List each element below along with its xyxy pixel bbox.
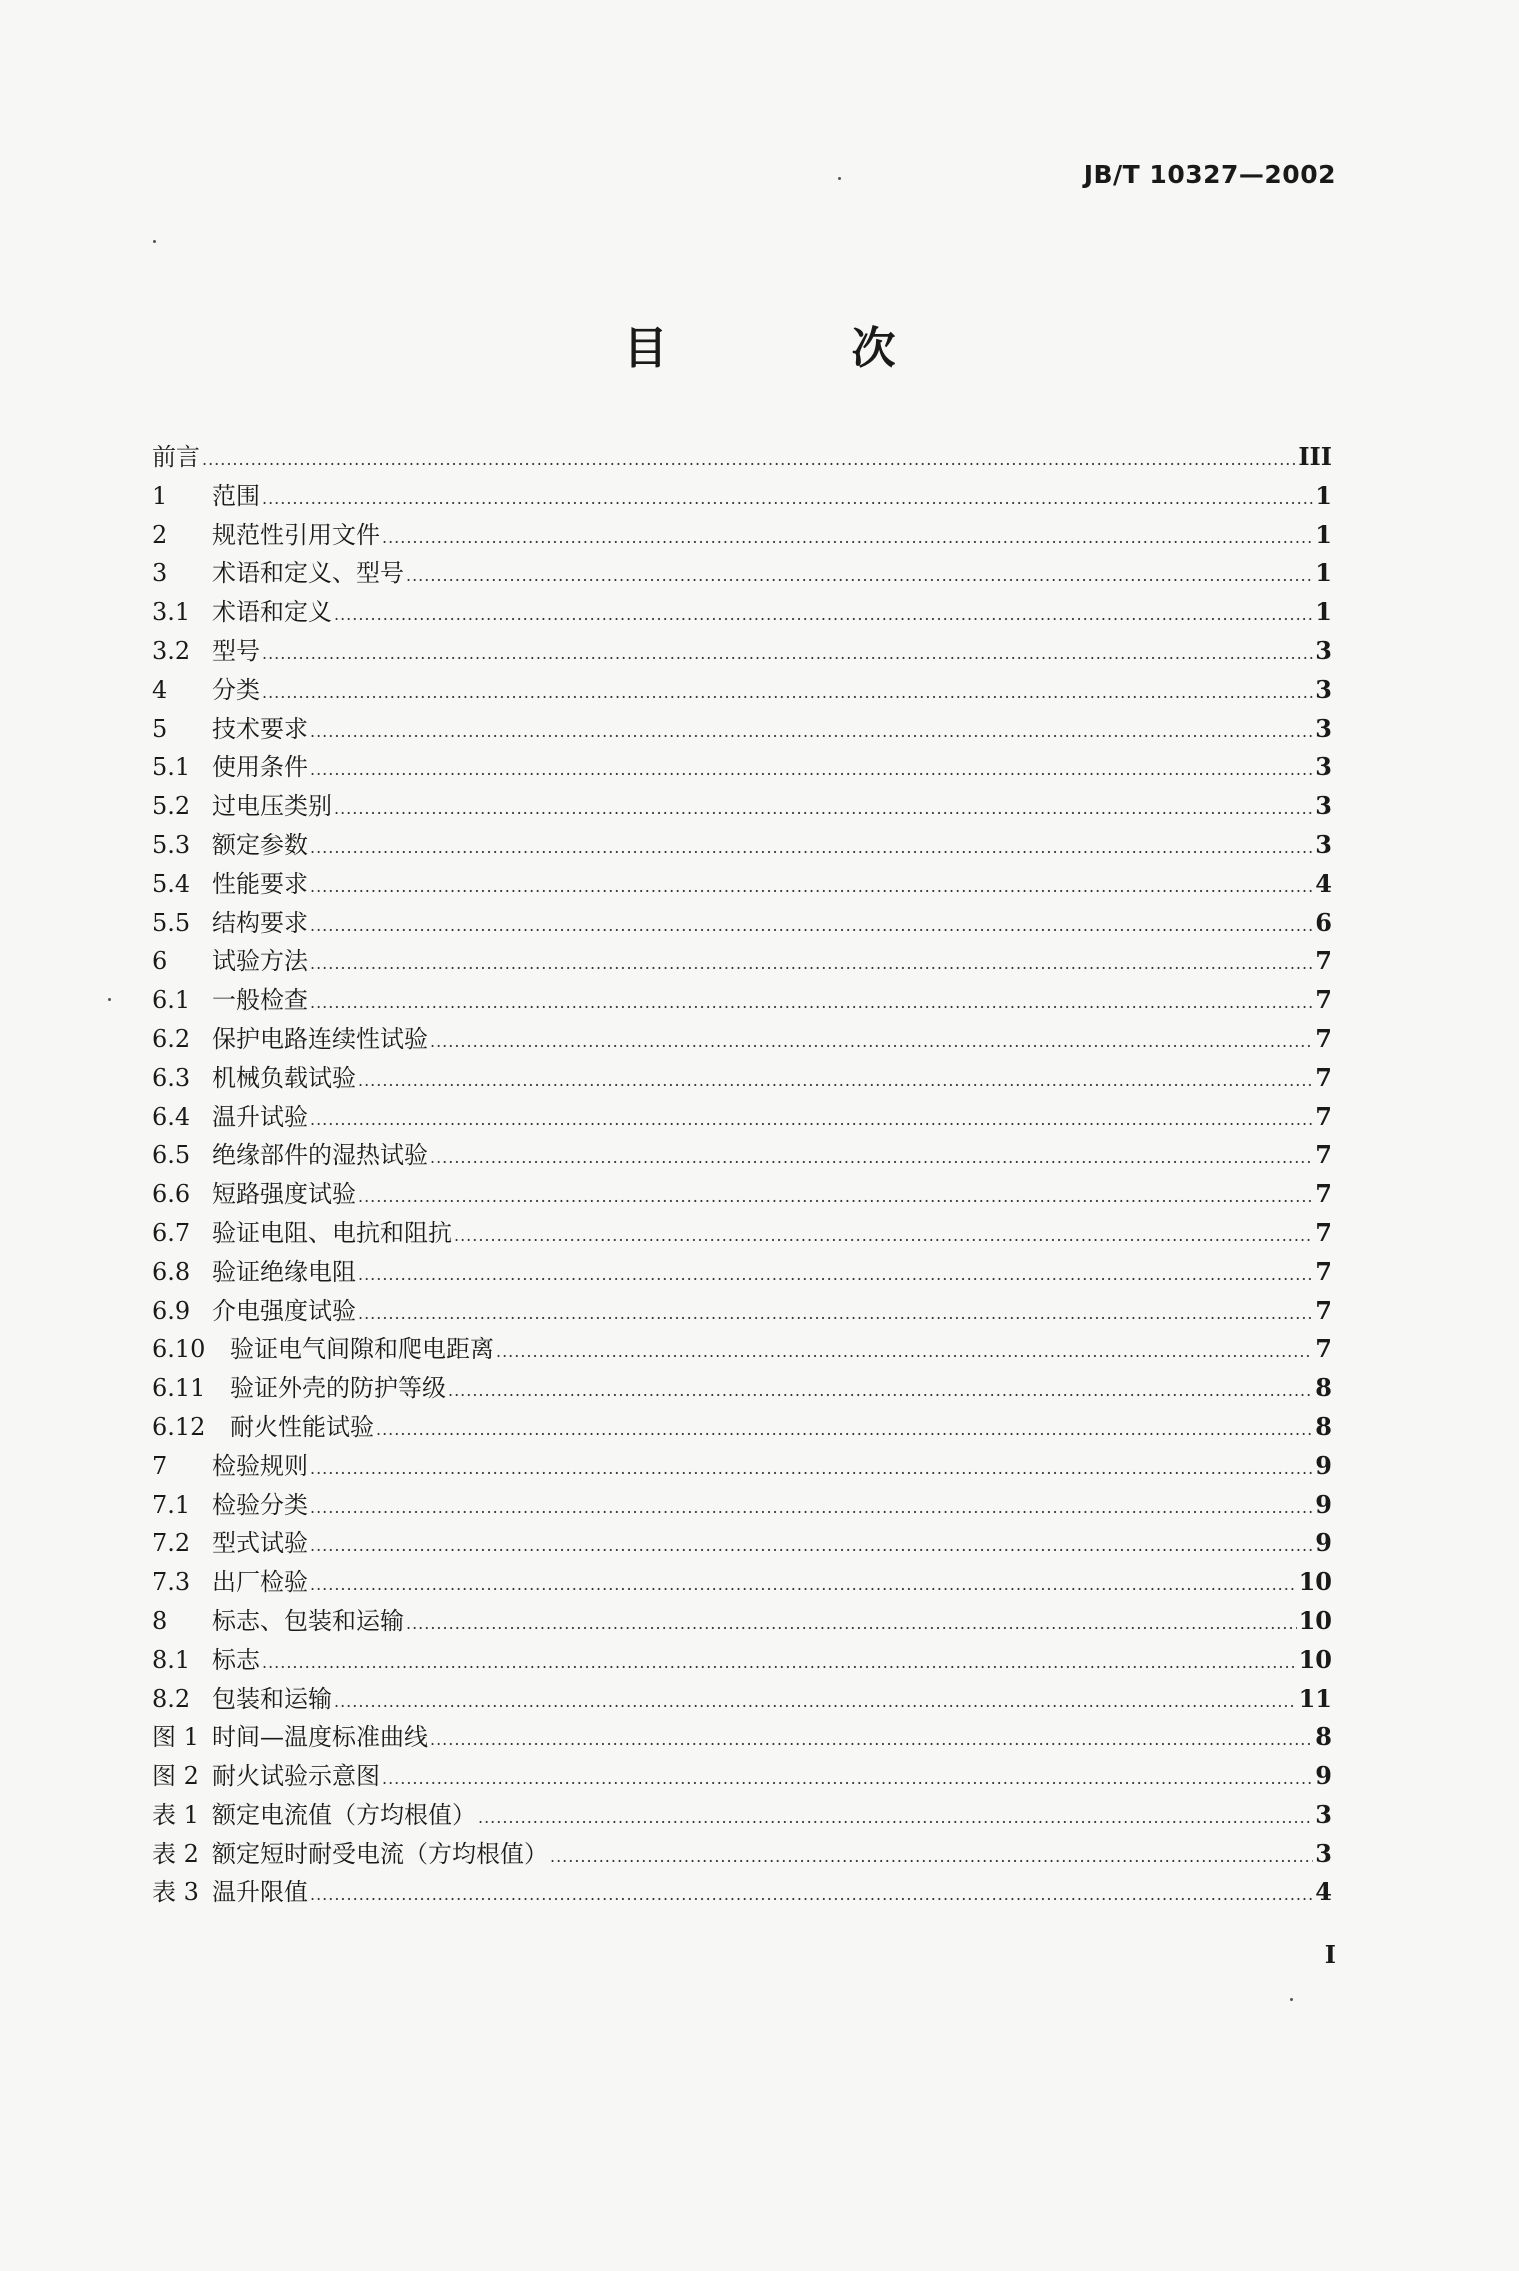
toc-leader-dots bbox=[334, 596, 1313, 635]
toc-entry-page: 7 bbox=[1315, 1101, 1332, 1131]
toc-entry-page: 7 bbox=[1315, 1062, 1332, 1092]
toc-entry-label: 结构要求 bbox=[212, 908, 308, 937]
toc-entry bbox=[152, 1524, 1332, 1563]
toc-entry-label: 检验分类 bbox=[212, 1490, 308, 1519]
toc-entry bbox=[152, 1796, 1332, 1835]
toc-entry-number: 图 1 bbox=[152, 1723, 199, 1752]
toc-entry-page: 7 bbox=[1315, 1179, 1332, 1209]
toc-leader-dots bbox=[358, 1256, 1313, 1295]
toc-entry-page: 8 bbox=[1315, 1373, 1332, 1403]
toc-leader-dots bbox=[202, 441, 1296, 480]
toc-entry-label: 标志 bbox=[212, 1645, 260, 1674]
toc-entry-page: 7 bbox=[1315, 1140, 1332, 1170]
toc-entry-page: 3 bbox=[1315, 674, 1332, 704]
toc-leader-dots bbox=[430, 1139, 1313, 1178]
toc-entry-page: 10 bbox=[1298, 1644, 1332, 1674]
toc-entry-label: 一般检查 bbox=[212, 986, 308, 1015]
toc-leader-dots bbox=[310, 713, 1313, 752]
toc-entry-number: 5.2 bbox=[152, 792, 191, 821]
toc-leader-dots bbox=[310, 1876, 1313, 1915]
toc-entry-page: 1 bbox=[1315, 519, 1332, 549]
toc-entry-page: 3 bbox=[1315, 1838, 1332, 1868]
toc-entry-number: 5.5 bbox=[152, 908, 191, 937]
toc-entry-page: 7 bbox=[1315, 1023, 1332, 1053]
toc-entry-number: 6.1 bbox=[152, 986, 191, 1015]
toc-leader-dots bbox=[430, 1721, 1313, 1760]
toc-entry-number: 表 2 bbox=[152, 1839, 199, 1868]
toc-entry-label: 分类 bbox=[212, 675, 260, 704]
toc-entry-number: 3 bbox=[152, 559, 168, 588]
toc-entry-page: 7 bbox=[1315, 1256, 1332, 1286]
toc-entry-number: 6 bbox=[152, 947, 168, 976]
toc-entry bbox=[152, 865, 1332, 904]
toc-entry bbox=[152, 477, 1332, 516]
toc-entry-label: 技术要求 bbox=[212, 714, 308, 743]
toc-leader-dots bbox=[550, 1838, 1313, 1877]
toc-entry bbox=[152, 516, 1332, 555]
toc-leader-dots bbox=[358, 1062, 1313, 1101]
toc-entry-number: 8.1 bbox=[152, 1645, 191, 1674]
toc-leader-dots bbox=[262, 1644, 1297, 1683]
toc-entry-label: 机械负载试验 bbox=[212, 1063, 356, 1092]
toc-entry-label: 时间—温度标准曲线 bbox=[212, 1723, 428, 1752]
toc-entry-number: 5.3 bbox=[152, 830, 191, 859]
toc-entry bbox=[152, 1059, 1332, 1098]
toc-entry-label: 耐火试验示意图 bbox=[212, 1762, 380, 1791]
toc-leader-dots bbox=[406, 1605, 1297, 1644]
toc-entry-page: 7 bbox=[1315, 946, 1332, 976]
toc-entry-page: 3 bbox=[1315, 752, 1332, 782]
toc-entry-number: 7.3 bbox=[152, 1568, 191, 1597]
toc-entry-label: 前言 bbox=[152, 443, 200, 471]
toc-leader-dots bbox=[310, 945, 1313, 984]
toc-leader-dots bbox=[382, 1760, 1313, 1799]
toc-entry bbox=[152, 438, 1332, 477]
toc-entry-page: 11 bbox=[1298, 1683, 1332, 1713]
toc-entry-number: 6.4 bbox=[152, 1102, 191, 1131]
toc-entry bbox=[152, 1641, 1332, 1680]
toc-entry bbox=[152, 904, 1332, 943]
toc-leader-dots bbox=[310, 1450, 1313, 1489]
toc-entry-page: 7 bbox=[1315, 1295, 1332, 1325]
toc-leader-dots bbox=[454, 1217, 1313, 1256]
toc-entry-label: 术语和定义 bbox=[212, 598, 332, 627]
toc-leader-dots bbox=[310, 1527, 1313, 1566]
toc-entry-number: 6.5 bbox=[152, 1141, 191, 1170]
toc-leader-dots bbox=[310, 868, 1313, 907]
toc-entry-page: 10 bbox=[1298, 1605, 1332, 1635]
toc-entry bbox=[152, 1098, 1332, 1137]
toc-entry-number: 6.12 bbox=[152, 1412, 206, 1441]
scan-speck bbox=[1290, 1998, 1293, 2001]
toc-entry bbox=[152, 1757, 1332, 1796]
toc-entry-label: 验证电气间隙和爬电距离 bbox=[230, 1335, 494, 1364]
page-title: 目 次 bbox=[623, 323, 966, 374]
toc-entry bbox=[152, 632, 1332, 671]
toc-entry-page: 1 bbox=[1315, 480, 1332, 510]
toc-entry-page: 3 bbox=[1315, 829, 1332, 859]
toc-leader-dots bbox=[262, 635, 1313, 674]
toc-entry bbox=[152, 554, 1332, 593]
toc-leader-dots bbox=[310, 1566, 1297, 1605]
toc-entry-number: 7 bbox=[152, 1451, 168, 1480]
toc-entry-label: 温升限值 bbox=[212, 1878, 308, 1907]
toc-entry-page: 4 bbox=[1315, 868, 1332, 898]
toc-leader-dots bbox=[406, 557, 1313, 596]
toc-entry bbox=[152, 1292, 1332, 1331]
toc-entry-label: 温升试验 bbox=[212, 1102, 308, 1131]
toc-entry-number: 6.6 bbox=[152, 1180, 191, 1209]
toc-entry-label: 介电强度试验 bbox=[212, 1296, 356, 1325]
toc-entry-number: 表 3 bbox=[152, 1878, 199, 1907]
toc-entry-number: 3.2 bbox=[152, 636, 191, 665]
toc-entry bbox=[152, 1175, 1332, 1214]
toc-entry-number: 7.1 bbox=[152, 1490, 191, 1519]
toc-entry-number: 表 1 bbox=[152, 1800, 199, 1829]
toc-leader-dots bbox=[310, 751, 1313, 790]
toc-entry-label: 试验方法 bbox=[212, 947, 308, 976]
toc-entry-page: 3 bbox=[1315, 635, 1332, 665]
toc-entry-number: 5.4 bbox=[152, 869, 191, 898]
toc-entry-page: 3 bbox=[1315, 791, 1332, 821]
toc-leader-dots bbox=[310, 1489, 1313, 1528]
toc-entry bbox=[152, 671, 1332, 710]
toc-entry-label: 规范性引用文件 bbox=[212, 520, 380, 549]
toc-entry bbox=[152, 826, 1332, 865]
toc-entry-label: 保护电路连续性试验 bbox=[212, 1024, 428, 1053]
toc-entry-label: 验证外壳的防护等级 bbox=[230, 1374, 446, 1403]
toc-entry bbox=[152, 1136, 1332, 1175]
toc-entry bbox=[152, 710, 1332, 749]
toc-entry-number: 6.7 bbox=[152, 1218, 191, 1247]
toc-entry-page: 9 bbox=[1315, 1450, 1332, 1480]
toc-entry-label: 范围 bbox=[212, 481, 260, 510]
toc-entry bbox=[152, 748, 1332, 787]
toc-entry-page: 9 bbox=[1315, 1528, 1332, 1558]
toc-leader-dots bbox=[430, 1023, 1313, 1062]
toc-entry-page: 7 bbox=[1315, 1217, 1332, 1247]
toc-entry bbox=[152, 1718, 1332, 1757]
toc-leader-dots bbox=[376, 1411, 1313, 1450]
toc-entry bbox=[152, 942, 1332, 981]
toc-entry bbox=[152, 1486, 1332, 1525]
scan-speck bbox=[153, 240, 156, 243]
toc-entry-number: 8.2 bbox=[152, 1684, 191, 1713]
toc-entry-label: 耐火性能试验 bbox=[230, 1412, 374, 1441]
toc-entry bbox=[152, 1253, 1332, 1292]
toc-entry-number: 5 bbox=[152, 714, 168, 743]
toc-entry bbox=[152, 787, 1332, 826]
toc-leader-dots bbox=[262, 674, 1313, 713]
toc-leader-dots bbox=[496, 1333, 1313, 1372]
toc-entry-page: 1 bbox=[1315, 597, 1332, 627]
toc-entry-number: 2 bbox=[152, 520, 168, 549]
toc-entry-number: 5.1 bbox=[152, 753, 191, 782]
toc-entry-label: 使用条件 bbox=[212, 753, 308, 782]
toc-entry bbox=[152, 1873, 1332, 1912]
toc-entry-page: 9 bbox=[1315, 1489, 1332, 1519]
toc-entry bbox=[152, 1214, 1332, 1253]
toc-entry-page: 7 bbox=[1315, 1334, 1332, 1364]
toc-leader-dots bbox=[358, 1178, 1313, 1217]
toc-entry-label: 额定参数 bbox=[212, 830, 308, 859]
toc-entry bbox=[152, 1835, 1332, 1874]
toc-entry-page: 6 bbox=[1315, 907, 1332, 937]
toc-entry-page: 9 bbox=[1315, 1761, 1332, 1791]
toc-entry bbox=[152, 1602, 1332, 1641]
toc-entry-page: 8 bbox=[1315, 1722, 1332, 1752]
toc-leader-dots bbox=[334, 790, 1313, 829]
toc-entry-number: 6.11 bbox=[152, 1374, 206, 1403]
toc-leader-dots bbox=[478, 1799, 1313, 1838]
toc-entry-page: 3 bbox=[1315, 1799, 1332, 1829]
toc-entry-label: 术语和定义、型号 bbox=[212, 559, 404, 588]
toc-entry-number: 4 bbox=[152, 675, 168, 704]
toc-entry-page: 4 bbox=[1315, 1877, 1332, 1907]
toc-entry bbox=[152, 1020, 1332, 1059]
toc-entry-page: 7 bbox=[1315, 985, 1332, 1015]
toc-entry-number: 7.2 bbox=[152, 1529, 191, 1558]
table-of-contents bbox=[152, 438, 1332, 1912]
toc-entry-label: 型式试验 bbox=[212, 1529, 308, 1558]
toc-leader-dots bbox=[358, 1295, 1313, 1334]
toc-entry-label: 验证电阻、电抗和阻抗 bbox=[212, 1218, 452, 1247]
toc-entry-label: 额定电流值（方均根值） bbox=[212, 1800, 476, 1829]
toc-entry-number: 6.10 bbox=[152, 1335, 206, 1364]
toc-entry-label: 型号 bbox=[212, 636, 260, 665]
toc-leader-dots bbox=[310, 1101, 1313, 1140]
toc-entry-number: 图 2 bbox=[152, 1762, 199, 1791]
toc-entry-number: 6.9 bbox=[152, 1296, 191, 1325]
toc-leader-dots bbox=[382, 519, 1313, 558]
toc-entry-label: 包装和运输 bbox=[212, 1684, 332, 1713]
toc-entry-page: 8 bbox=[1315, 1411, 1332, 1441]
toc-entry-label: 出厂检验 bbox=[212, 1568, 308, 1597]
toc-entry-number: 1 bbox=[152, 481, 168, 510]
toc-entry-label: 检验规则 bbox=[212, 1451, 308, 1480]
toc-entry-page: III bbox=[1298, 442, 1332, 471]
standard-code: JB/T 10327—2002 bbox=[1083, 160, 1336, 189]
toc-leader-dots bbox=[262, 480, 1313, 519]
toc-entry-label: 性能要求 bbox=[212, 869, 308, 898]
toc-entry bbox=[152, 1563, 1332, 1602]
toc-leader-dots bbox=[448, 1372, 1313, 1411]
toc-entry-page: 10 bbox=[1298, 1567, 1332, 1597]
toc-entry bbox=[152, 1369, 1332, 1408]
toc-entry-number: 6.8 bbox=[152, 1257, 191, 1286]
toc-entry bbox=[152, 1408, 1332, 1447]
toc-leader-dots bbox=[310, 907, 1313, 946]
toc-entry bbox=[152, 1447, 1332, 1486]
toc-leader-dots bbox=[310, 829, 1313, 868]
toc-entry bbox=[152, 1330, 1332, 1369]
toc-entry bbox=[152, 593, 1332, 632]
toc-entry bbox=[152, 1680, 1332, 1719]
toc-entry-label: 短路强度试验 bbox=[212, 1180, 356, 1209]
scan-speck bbox=[108, 998, 111, 1001]
scan-speck bbox=[838, 177, 841, 180]
toc-entry-number: 3.1 bbox=[152, 598, 191, 627]
toc-entry-label: 验证绝缘电阻 bbox=[212, 1257, 356, 1286]
toc-entry-label: 额定短时耐受电流（方均根值） bbox=[212, 1839, 548, 1868]
toc-leader-dots bbox=[334, 1683, 1297, 1722]
toc-entry-label: 过电压类别 bbox=[212, 792, 332, 821]
toc-entry-page: 3 bbox=[1315, 713, 1332, 743]
toc-entry-number: 8 bbox=[152, 1606, 168, 1635]
toc-entry-label: 绝缘部件的湿热试验 bbox=[212, 1141, 428, 1170]
toc-leader-dots bbox=[310, 984, 1313, 1023]
toc-entry-number: 6.3 bbox=[152, 1063, 191, 1092]
toc-entry-number: 6.2 bbox=[152, 1024, 191, 1053]
toc-entry bbox=[152, 981, 1332, 1020]
page-number: I bbox=[1324, 1940, 1336, 1969]
toc-entry-page: 1 bbox=[1315, 558, 1332, 588]
toc-entry-label: 标志、包装和运输 bbox=[212, 1606, 404, 1635]
